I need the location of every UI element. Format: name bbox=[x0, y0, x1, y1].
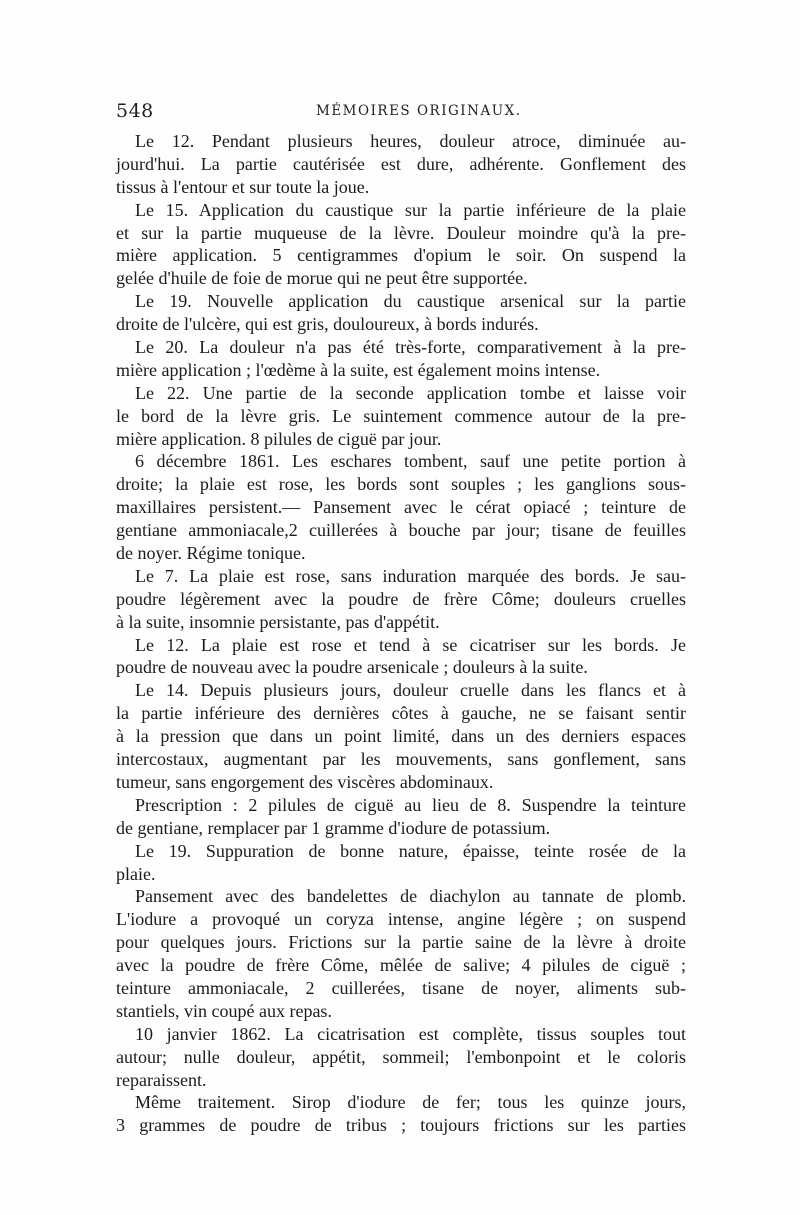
text-line: Même traitement. Sirop d'iodure de fer; tous les quinze jours, bbox=[135, 1092, 686, 1113]
text-line: le bord de la lèvre gris. Le suintement commence autour de la pre- bbox=[116, 405, 686, 426]
text-line: jourd'hui. La partie cautérisée est dure, adhérente. Gonflement des bbox=[116, 153, 686, 174]
text-line: stantiels, vin coupé aux repas. bbox=[116, 1000, 332, 1021]
text-line: Le 14. Depuis plusieurs jours, douleur cruelle dans les flancs et à bbox=[135, 680, 686, 701]
text-line: Le 15. Application du caustique sur la partie inférieure de la plaie bbox=[135, 199, 686, 220]
text-line: Le 12. Pendant plusieurs heures, douleur atroce, diminuée au- bbox=[135, 131, 686, 151]
text-line: L'iodure a provoqué un coryza intense, angine légère ; on suspend bbox=[116, 909, 686, 930]
text-line: Le 19. Suppuration de bonne nature, épaisse, teinte rosée de la bbox=[135, 840, 686, 861]
body-text bbox=[116, 130, 686, 1137]
text-line: poudre de nouveau avec la poudre arsenicale ; douleurs à la suite. bbox=[116, 657, 588, 678]
text-line: pour quelques jours. Frictions sur la partie saine de la lèvre à droite bbox=[116, 932, 686, 953]
text-line: maxillaires persistent.— Pansement avec le cérat opiacé ; teinture de bbox=[116, 497, 686, 518]
text-line: mière application. 5 centigrammes d'opium le soir. On suspend la bbox=[116, 245, 686, 266]
text-line: avec la poudre de frère Côme, mêlée de salive; 4 pilules de ciguë ; bbox=[116, 955, 686, 976]
text-line: mière application. 8 pilules de ciguë par jour. bbox=[116, 428, 442, 449]
text-line: intercostaux, augmentant par les mouvements, sans gonflement, sans bbox=[116, 749, 686, 770]
text-line: 3 grammes de poudre de tribus ; toujours frictions sur les parties bbox=[116, 1115, 686, 1136]
text-line: à la suite, insomnie persistante, pas d'appétit. bbox=[116, 611, 440, 632]
page-number: 548 bbox=[116, 100, 154, 122]
text-line: Prescription : 2 pilules de ciguë au lieu de 8. Suspendre la teinture bbox=[135, 794, 686, 815]
text-line: Le 19. Nouvelle application du caustique arsenical sur la partie bbox=[135, 291, 686, 312]
text-line: à la pression que dans un point limité, dans un des derniers espaces bbox=[116, 726, 686, 747]
text-line: gelée d'huile de foie de morue qui ne peut être supportée. bbox=[116, 268, 528, 289]
text-line: plaie. bbox=[116, 863, 156, 884]
text-line: Le 7. La plaie est rose, sans induration marquée des bords. Je sau- bbox=[135, 565, 686, 586]
text-line: autour; nulle douleur, appétit, sommeil; l'embonpoint et le coloris bbox=[116, 1046, 686, 1067]
text-line: Le 12. La plaie est rose et tend à se cicatriser sur les bords. Je bbox=[135, 634, 686, 655]
text-line: tumeur, sans engorgement des viscères abdominaux. bbox=[116, 771, 494, 792]
text-line: 10 janvier 1862. La cicatrisation est complète, tissus souples tout bbox=[135, 1023, 686, 1044]
text-line: la partie inférieure des dernières côtes à gauche, ne se faisant sentir bbox=[116, 703, 686, 724]
text-line: droite de l'ulcère, qui est gris, douloureux, à bords indurés. bbox=[116, 314, 539, 335]
text-line: poudre légèrement avec la poudre de frère Côme; douleurs cruelles bbox=[116, 588, 686, 609]
text-line: de noyer. Régime tonique. bbox=[116, 543, 306, 564]
text-line: tissus à l'entour et sur toute la joue. bbox=[116, 176, 370, 197]
text-line: de gentiane, remplacer par 1 gramme d'iodure de potassium. bbox=[116, 817, 551, 838]
text-line: Le 20. La douleur n'a pas été très-forte, comparativement à la pre- bbox=[135, 337, 686, 358]
running-title: MÉMOIRES ORIGINAUX. bbox=[316, 103, 522, 119]
text-line: Le 22. Une partie de la seconde application tombe et laisse voir bbox=[135, 382, 686, 403]
text-line: reparaissent. bbox=[116, 1069, 207, 1090]
text-line: gentiane ammoniacale,2 cuillerées à bouche par jour; tisane de feuilles bbox=[116, 520, 686, 541]
page-header bbox=[116, 100, 686, 126]
text-line: 6 décembre 1861. Les eschares tombent, sauf une petite portion à bbox=[135, 451, 686, 472]
text-line: mière application ; l'œdème à la suite, est également moins intense. bbox=[116, 359, 601, 380]
text-line: et sur la partie muqueuse de la lèvre. Douleur moindre qu'à la pre- bbox=[116, 222, 686, 243]
text-line: Pansement avec des bandelettes de diachylon au tannate de plomb. bbox=[135, 886, 686, 907]
text-line: teinture ammoniacale, 2 cuillerées, tisane de noyer, aliments sub- bbox=[116, 977, 686, 998]
text-line: droite; la plaie est rose, les bords sont souples ; les ganglions sous- bbox=[116, 474, 686, 495]
